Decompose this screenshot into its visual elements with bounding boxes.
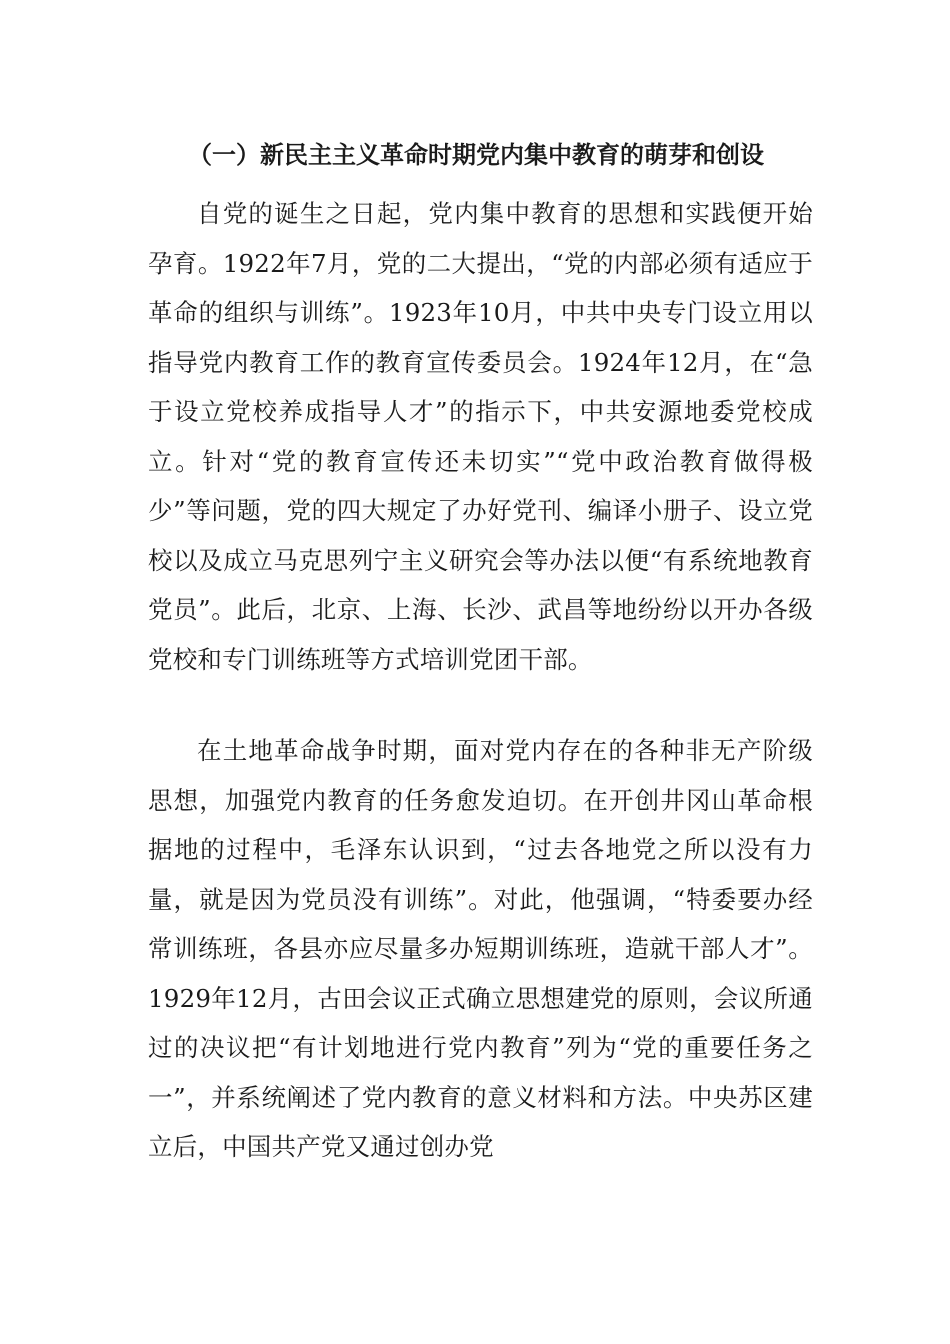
paragraph-2: 在土地革命战争时期，面对党内存在的各种非无产阶级思想，加强党内教育的任务愈发迫切。在开创井冈山革命根据地的过程中，毛泽东认识到，“过去各地党之所以没有力量，就是因为党员没有训练”。对此，他强调，“特委要办经常训练班，各县亦应尽量多办短期训练班，造就干部人才”。1929年12月，古田会议正式确立思想建党的原则，会议所通过的决议把“有计划地进行党内教育”列为“党的重要任务之一”，并系统阐述了党内教育的意义材料和方法。中央苏区建立后，中国共产党又通过创办党 (148, 736, 813, 1161)
section-heading: （一）新民主主义革命时期党内集中教育的萌芽和创设 (188, 140, 764, 169)
paragraph-1: 自党的诞生之日起，党内集中教育的思想和实践便开始孕育。1922年7月，党的二大提出，“党的内部必须有适应于革命的组织与训练”。1923年10月，中共中央专门设立用以指导党内教育工作的教育宣传委员会。1924年12月，在“急于设立党校养成指导人才”的指示下，中共安源地委党校成立。针对“党的教育宣传还未切实”“党中政治教育做得极少”等问题，党的四大规定了办好党刊、编译小册子、设立党校以及成立马克思列宁主义研究会等办法以便“有系统地教育党员”。此后，北京、上海、长沙、武昌等地纷纷以开办各级党校和专门训练班等方式培训党团干部。 (148, 199, 813, 674)
